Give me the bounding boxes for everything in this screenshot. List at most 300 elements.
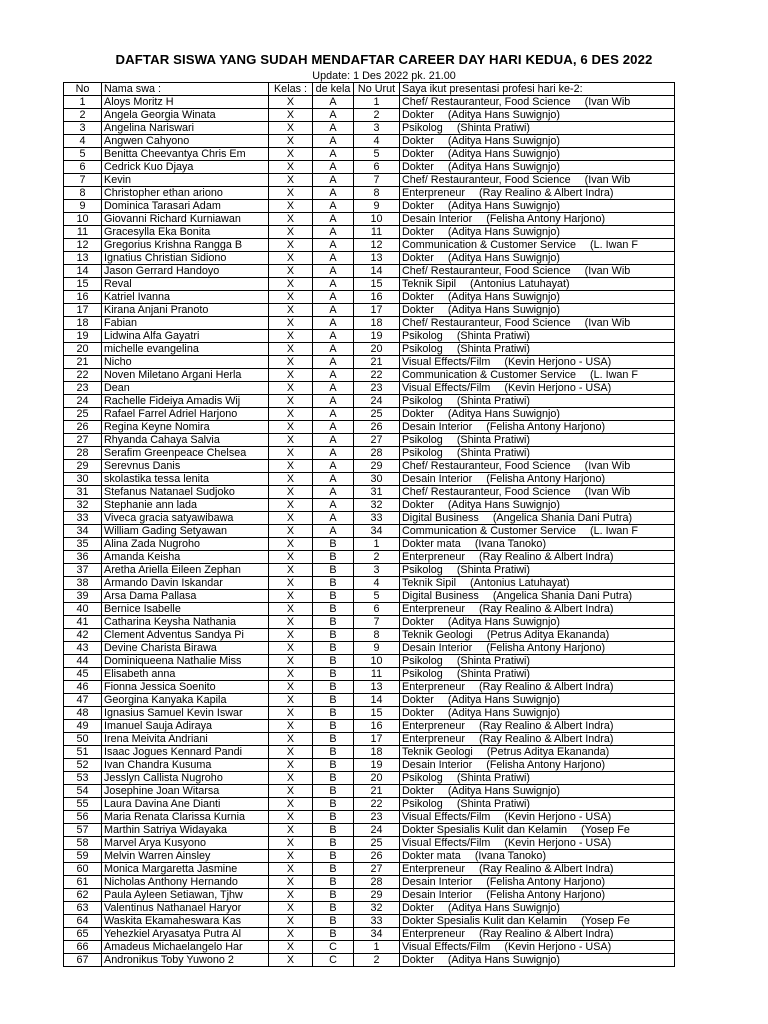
speaker: (Petrus Aditya Ekananda) (486, 746, 610, 758)
student-name: Andronikus Toby Yuwono 2 (102, 954, 269, 967)
row-number: 12 (64, 239, 102, 252)
speaker: (Petrus Aditya Ekananda) (486, 629, 610, 641)
row-number: 38 (64, 577, 102, 590)
registration-table (63, 82, 675, 967)
presentation-choice (400, 265, 675, 278)
grade: X (269, 148, 313, 161)
class-section: B (313, 928, 354, 941)
row-number: 52 (64, 759, 102, 772)
row-number: 49 (64, 720, 102, 733)
student-name: Serafim Greenpeace Chelsea (102, 447, 269, 460)
speaker: (Aditya Hans Suwignjo) (447, 135, 561, 147)
order-number: 11 (354, 668, 400, 681)
class-section: A (313, 434, 354, 447)
class-section: B (313, 798, 354, 811)
presentation-choice (400, 291, 675, 304)
row-number: 7 (64, 174, 102, 187)
speaker: (L. Iwan F (590, 369, 639, 381)
presentation-choice (400, 642, 675, 655)
grade: X (269, 681, 313, 694)
table-row (64, 616, 675, 629)
class-section: B (313, 811, 354, 824)
grade: X (269, 525, 313, 538)
speaker: (Aditya Hans Suwignjo) (447, 148, 561, 160)
table-row (64, 174, 675, 187)
presentation-choice (400, 915, 675, 928)
presentation-choice (400, 174, 675, 187)
class-section: B (313, 577, 354, 590)
grade: X (269, 226, 313, 239)
row-number: 48 (64, 707, 102, 720)
table-row (64, 889, 675, 902)
order-number: 19 (354, 330, 400, 343)
order-number: 28 (354, 876, 400, 889)
grade: X (269, 746, 313, 759)
profession: Dokter (402, 304, 434, 316)
grade: X (269, 161, 313, 174)
student-name: Viveca gracia satyawibawa (102, 512, 269, 525)
grade: X (269, 642, 313, 655)
class-section: B (313, 850, 354, 863)
grade: X (269, 421, 313, 434)
grade: X (269, 252, 313, 265)
profession: Dokter (402, 252, 434, 264)
grade: X (269, 902, 313, 915)
order-number: 14 (354, 265, 400, 278)
row-number: 31 (64, 486, 102, 499)
class-section: B (313, 889, 354, 902)
table-row (64, 603, 675, 616)
presentation-choice (400, 798, 675, 811)
table-row (64, 278, 675, 291)
student-name: Aretha Ariella Eileen Zephan (102, 564, 269, 577)
class-section: A (313, 369, 354, 382)
grade: X (269, 408, 313, 421)
grade: X (269, 694, 313, 707)
profession: Enterpreneur (402, 733, 466, 745)
grade: X (269, 135, 313, 148)
student-name: Yehezkiel Aryasatya Putra Al (102, 928, 269, 941)
presentation-choice (400, 538, 675, 551)
profession: Dokter (402, 109, 434, 121)
row-number: 26 (64, 421, 102, 434)
profession: Dokter (402, 200, 434, 212)
order-number: 1 (354, 538, 400, 551)
student-name: Jason Gerrard Handoyo (102, 265, 269, 278)
row-number: 4 (64, 135, 102, 148)
profession: Psikolog (402, 395, 443, 407)
student-name: skolastika tessa lenita (102, 473, 269, 486)
presentation-choice (400, 122, 675, 135)
grade: X (269, 577, 313, 590)
row-number: 41 (64, 616, 102, 629)
student-name: Lidwina Alfa Gayatri (102, 330, 269, 343)
table-row (64, 512, 675, 525)
order-number: 25 (354, 837, 400, 850)
grade: X (269, 889, 313, 902)
order-number: 26 (354, 850, 400, 863)
order-number: 18 (354, 317, 400, 330)
speaker: (Felisha Antony Harjono) (486, 759, 606, 771)
profession: Dokter (402, 616, 434, 628)
header-no: No (64, 83, 102, 96)
row-number: 37 (64, 564, 102, 577)
speaker: (Ivan Wib (584, 265, 631, 277)
grade: X (269, 434, 313, 447)
profession: Enterpreneur (402, 720, 466, 732)
presentation-choice (400, 811, 675, 824)
class-section: B (313, 707, 354, 720)
profession: Chef/ Restauranteur, Food Science (402, 96, 571, 108)
class-section: A (313, 135, 354, 148)
table-row (64, 239, 675, 252)
student-name: Gracesylla Eka Bonita (102, 226, 269, 239)
profession: Chef/ Restauranteur, Food Science (402, 460, 571, 472)
speaker: (Yosep Fe (581, 915, 630, 927)
table-row (64, 824, 675, 837)
speaker: (Kevin Herjono - USA) (504, 356, 612, 368)
presentation-choice (400, 148, 675, 161)
profession: Psikolog (402, 447, 443, 459)
row-number: 3 (64, 122, 102, 135)
student-name: Bernice Isabelle (102, 603, 269, 616)
class-section: A (313, 460, 354, 473)
presentation-choice (400, 746, 675, 759)
order-number: 11 (354, 226, 400, 239)
row-number: 50 (64, 733, 102, 746)
table-row (64, 369, 675, 382)
grade: X (269, 551, 313, 564)
speaker: (Shinta Pratiwi) (456, 330, 531, 342)
order-number: 23 (354, 382, 400, 395)
class-section: A (313, 525, 354, 538)
student-name: Rachelle Fideiya Amadis Wij (102, 395, 269, 408)
class-section: A (313, 174, 354, 187)
class-section: B (313, 785, 354, 798)
profession: Psikolog (402, 330, 443, 342)
grade: X (269, 213, 313, 226)
row-number: 57 (64, 824, 102, 837)
speaker: (Ivan Wib (584, 317, 631, 329)
class-section: A (313, 148, 354, 161)
grade: X (269, 707, 313, 720)
presentation-choice (400, 616, 675, 629)
presentation-choice (400, 824, 675, 837)
student-name: William Gading Setyawan (102, 525, 269, 538)
profession: Psikolog (402, 772, 443, 784)
profession: Communication & Customer Service (402, 525, 577, 537)
speaker: (Ray Realino & Albert Indra) (479, 720, 614, 732)
profession: Communication & Customer Service (402, 239, 577, 251)
student-name: Nicho (102, 356, 269, 369)
student-name: Angwen Cahyono (102, 135, 269, 148)
grade: X (269, 109, 313, 122)
row-number: 20 (64, 343, 102, 356)
speaker: (Shinta Pratiwi) (456, 772, 531, 784)
grade: X (269, 317, 313, 330)
order-number: 28 (354, 447, 400, 460)
profession: Dokter Spesialis Kulit dan Kelamin (402, 824, 568, 836)
speaker: (Shinta Pratiwi) (456, 655, 531, 667)
grade: X (269, 512, 313, 525)
presentation-choice (400, 837, 675, 850)
speaker: (Ray Realino & Albert Indra) (479, 733, 614, 745)
grade: X (269, 473, 313, 486)
row-number: 56 (64, 811, 102, 824)
student-name: Imanuel Sauja Adiraya (102, 720, 269, 733)
class-section: C (313, 941, 354, 954)
table-row (64, 811, 675, 824)
grade: X (269, 733, 313, 746)
speaker: (Aditya Hans Suwignjo) (447, 694, 561, 706)
order-number: 8 (354, 187, 400, 200)
speaker: (Ivan Wib (584, 460, 631, 472)
order-number: 6 (354, 603, 400, 616)
speaker: (Shinta Pratiwi) (456, 434, 531, 446)
profession: Communication & Customer Service (402, 369, 577, 381)
row-number: 43 (64, 642, 102, 655)
profession: Dokter (402, 135, 434, 147)
order-number: 29 (354, 460, 400, 473)
speaker: (Shinta Pratiwi) (456, 447, 531, 459)
profession: Teknik Geologi (402, 629, 473, 641)
student-name: Benitta Cheevantya Chris Em (102, 148, 269, 161)
profession: Enterpreneur (402, 863, 466, 875)
order-number: 27 (354, 434, 400, 447)
row-number: 54 (64, 785, 102, 798)
presentation-choice (400, 629, 675, 642)
order-number: 1 (354, 96, 400, 109)
grade: X (269, 265, 313, 278)
order-number: 13 (354, 681, 400, 694)
table-row (64, 135, 675, 148)
order-number: 34 (354, 928, 400, 941)
profession: Desain Interior (402, 889, 473, 901)
table-row (64, 473, 675, 486)
class-section: B (313, 876, 354, 889)
presentation-choice (400, 681, 675, 694)
presentation-choice (400, 551, 675, 564)
student-name: Gregorius Krishna Rangga B (102, 239, 269, 252)
presentation-choice (400, 239, 675, 252)
row-number: 5 (64, 148, 102, 161)
grade: X (269, 200, 313, 213)
class-section: A (313, 473, 354, 486)
student-name: Ivan Chandra Kusuma (102, 759, 269, 772)
row-number: 61 (64, 876, 102, 889)
header-row (64, 83, 675, 96)
grade: X (269, 824, 313, 837)
presentation-choice (400, 525, 675, 538)
class-section: A (313, 317, 354, 330)
grade: X (269, 928, 313, 941)
profession: Enterpreneur (402, 187, 466, 199)
student-name: Regina Keyne Nomira (102, 421, 269, 434)
presentation-choice (400, 772, 675, 785)
row-number: 8 (64, 187, 102, 200)
profession: Visual Effects/Film (402, 837, 491, 849)
order-number: 5 (354, 590, 400, 603)
grade: X (269, 382, 313, 395)
table-row (64, 720, 675, 733)
grade: X (269, 837, 313, 850)
row-number: 25 (64, 408, 102, 421)
order-number: 33 (354, 512, 400, 525)
grade: X (269, 460, 313, 473)
speaker: (Aditya Hans Suwignjo) (447, 304, 561, 316)
profession: Chef/ Restauranteur, Food Science (402, 174, 571, 186)
table-row (64, 733, 675, 746)
student-name: Armando Davin Iskandar (102, 577, 269, 590)
class-section: B (313, 720, 354, 733)
grade: X (269, 122, 313, 135)
profession: Desain Interior (402, 213, 473, 225)
speaker: (Shinta Pratiwi) (456, 668, 531, 680)
profession: Visual Effects/Film (402, 941, 491, 953)
class-section: B (313, 902, 354, 915)
presentation-choice (400, 317, 675, 330)
grade: X (269, 798, 313, 811)
student-name: Rafael Farrel Adriel Harjono (102, 408, 269, 421)
table-row (64, 915, 675, 928)
speaker: (Felisha Antony Harjono) (486, 473, 606, 485)
profession: Desain Interior (402, 421, 473, 433)
student-name: Monica Margaretta Jasmine (102, 863, 269, 876)
grade: X (269, 759, 313, 772)
presentation-choice (400, 733, 675, 746)
grade: X (269, 668, 313, 681)
presentation-choice (400, 395, 675, 408)
table-row (64, 837, 675, 850)
profession: Enterpreneur (402, 551, 466, 563)
order-number: 22 (354, 369, 400, 382)
student-name: Dean (102, 382, 269, 395)
profession: Chef/ Restauranteur, Food Science (402, 317, 571, 329)
student-name: Giovanni Richard Kurniawan (102, 213, 269, 226)
presentation-choice (400, 460, 675, 473)
presentation-choice (400, 213, 675, 226)
student-name: Dominica Tarasari Adam (102, 200, 269, 213)
row-number: 33 (64, 512, 102, 525)
student-name: Katriel Ivanna (102, 291, 269, 304)
grade: X (269, 629, 313, 642)
class-section: B (313, 538, 354, 551)
table-row (64, 629, 675, 642)
row-number: 67 (64, 954, 102, 967)
presentation-choice (400, 863, 675, 876)
presentation-choice (400, 785, 675, 798)
profession: Psikolog (402, 343, 443, 355)
student-name: Nicholas Anthony Hernando (102, 876, 269, 889)
table-row (64, 265, 675, 278)
row-number: 51 (64, 746, 102, 759)
order-number: 12 (354, 239, 400, 252)
profession: Psikolog (402, 122, 443, 134)
presentation-choice (400, 226, 675, 239)
table-row (64, 499, 675, 512)
profession: Teknik Sipil (402, 577, 457, 589)
table-row (64, 447, 675, 460)
row-number: 44 (64, 655, 102, 668)
grade: X (269, 954, 313, 967)
table-row (64, 148, 675, 161)
speaker: (Aditya Hans Suwignjo) (447, 226, 561, 238)
speaker: (Aditya Hans Suwignjo) (447, 954, 561, 966)
order-number: 9 (354, 642, 400, 655)
table-row (64, 252, 675, 265)
grade: X (269, 850, 313, 863)
grade: X (269, 655, 313, 668)
class-section: A (313, 265, 354, 278)
grade: X (269, 590, 313, 603)
class-section: B (313, 616, 354, 629)
profession: Dokter (402, 694, 434, 706)
speaker: (Felisha Antony Harjono) (486, 421, 606, 433)
speaker: (Antonius Latuhayat) (470, 577, 570, 589)
row-number: 23 (64, 382, 102, 395)
presentation-choice (400, 200, 675, 213)
profession: Desain Interior (402, 876, 473, 888)
presentation-choice (400, 447, 675, 460)
student-name: Irena Meivita Andriani (102, 733, 269, 746)
table-row (64, 694, 675, 707)
speaker: (Ivan Wib (584, 96, 631, 108)
order-number: 10 (354, 213, 400, 226)
speaker: (Yosep Fe (581, 824, 630, 836)
order-number: 16 (354, 720, 400, 733)
class-section: A (313, 395, 354, 408)
row-number: 14 (64, 265, 102, 278)
student-name: Catharina Keysha Nathania (102, 616, 269, 629)
presentation-choice (400, 655, 675, 668)
student-name: Fionna Jessica Soenito (102, 681, 269, 694)
profession: Dokter (402, 148, 434, 160)
speaker: (Ray Realino & Albert Indra) (479, 603, 614, 615)
student-name: Kevin (102, 174, 269, 187)
order-number: 34 (354, 525, 400, 538)
speaker: (Shinta Pratiwi) (456, 564, 531, 576)
order-number: 4 (354, 577, 400, 590)
profession: Dokter mata (402, 850, 461, 862)
student-name: Isaac Jogues Kennard Pandi (102, 746, 269, 759)
speaker: (L. Iwan F (590, 239, 639, 251)
class-section: B (313, 837, 354, 850)
class-section: B (313, 915, 354, 928)
table-row (64, 486, 675, 499)
profession: Desain Interior (402, 642, 473, 654)
speaker: (Aditya Hans Suwignjo) (447, 707, 561, 719)
grade: X (269, 564, 313, 577)
order-number: 3 (354, 564, 400, 577)
grade: X (269, 785, 313, 798)
table-row (64, 538, 675, 551)
presentation-choice (400, 408, 675, 421)
row-number: 60 (64, 863, 102, 876)
presentation-choice (400, 356, 675, 369)
speaker: (Felisha Antony Harjono) (486, 889, 606, 901)
profession: Digital Business (402, 512, 479, 524)
class-section: B (313, 551, 354, 564)
presentation-choice (400, 109, 675, 122)
class-section: B (313, 668, 354, 681)
order-number: 10 (354, 655, 400, 668)
order-number: 17 (354, 733, 400, 746)
order-number: 7 (354, 616, 400, 629)
table-row (64, 408, 675, 421)
student-name: Valentinus Nathanael Haryor (102, 902, 269, 915)
profession: Desain Interior (402, 473, 473, 485)
grade: X (269, 187, 313, 200)
